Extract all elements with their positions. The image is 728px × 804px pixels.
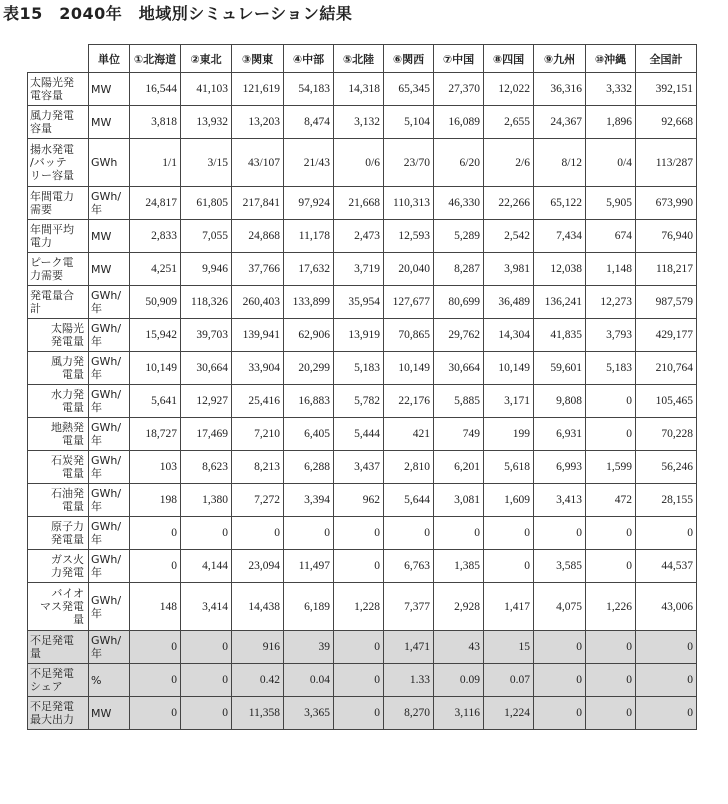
row-label: 年間電力 需要 — [28, 187, 89, 220]
value-cell: 0 — [534, 664, 586, 697]
value-cell: 8,474 — [284, 106, 334, 139]
value-cell: 136,241 — [534, 286, 586, 319]
value-cell: 6,931 — [534, 418, 586, 451]
value-cell: 0 — [334, 631, 384, 664]
value-cell: 16,883 — [284, 385, 334, 418]
row-label: ピーク電 力需要 — [28, 253, 89, 286]
simulation-table — [27, 44, 697, 730]
value-cell: 61,805 — [181, 187, 232, 220]
value-cell: 41,103 — [181, 73, 232, 106]
value-cell: 0 — [586, 418, 636, 451]
value-cell: 29,762 — [434, 319, 484, 352]
unit-cell: MW — [89, 220, 130, 253]
value-cell: 0 — [534, 517, 586, 550]
value-cell: 5,183 — [334, 352, 384, 385]
value-cell: 25,416 — [232, 385, 284, 418]
row-label: 不足発電 量 — [28, 631, 89, 664]
value-cell: 0 — [181, 631, 232, 664]
header-region: 全国計 — [636, 45, 697, 73]
unit-cell: GWh/ 年 — [89, 418, 130, 451]
header-region: ②東北 — [181, 45, 232, 73]
value-cell: 210,764 — [636, 352, 697, 385]
header-region: ⑦中国 — [434, 45, 484, 73]
value-cell: 113/287 — [636, 139, 697, 187]
unit-cell: GWh/ 年 — [89, 550, 130, 583]
unit-cell: GWh/ 年 — [89, 451, 130, 484]
value-cell: 0 — [284, 517, 334, 550]
unit-cell: MW — [89, 73, 130, 106]
value-cell: 2,833 — [130, 220, 181, 253]
value-cell: 7,434 — [534, 220, 586, 253]
header-region: ④中部 — [284, 45, 334, 73]
value-cell: 18,727 — [130, 418, 181, 451]
value-cell: 11,358 — [232, 697, 284, 730]
row-label: 不足発電 シェア — [28, 664, 89, 697]
table-row — [28, 385, 697, 418]
row-label: 水力発 電量 — [28, 385, 89, 418]
value-cell: 23/70 — [384, 139, 434, 187]
value-cell: 30,664 — [434, 352, 484, 385]
value-cell: 0 — [484, 517, 534, 550]
value-cell: 14,318 — [334, 73, 384, 106]
unit-cell: % — [89, 664, 130, 697]
value-cell: 0 — [181, 517, 232, 550]
value-cell: 15,942 — [130, 319, 181, 352]
value-cell: 392,151 — [636, 73, 697, 106]
value-cell: 0 — [334, 550, 384, 583]
table-row — [28, 319, 697, 352]
value-cell: 749 — [434, 418, 484, 451]
table-row — [28, 583, 697, 631]
unit-cell: GWh/ 年 — [89, 385, 130, 418]
value-cell: 5,444 — [334, 418, 384, 451]
value-cell: 0.07 — [484, 664, 534, 697]
value-cell: 0 — [334, 697, 384, 730]
value-cell: 7,055 — [181, 220, 232, 253]
value-cell: 39,703 — [181, 319, 232, 352]
value-cell: 24,367 — [534, 106, 586, 139]
value-cell: 121,619 — [232, 73, 284, 106]
value-cell: 21,668 — [334, 187, 384, 220]
unit-cell: GWh — [89, 139, 130, 187]
value-cell: 16,089 — [434, 106, 484, 139]
value-cell: 5,618 — [484, 451, 534, 484]
value-cell: 3,116 — [434, 697, 484, 730]
value-cell: 8,270 — [384, 697, 434, 730]
value-cell: 3,413 — [534, 484, 586, 517]
value-cell: 4,075 — [534, 583, 586, 631]
value-cell: 44,537 — [636, 550, 697, 583]
value-cell: 0 — [181, 697, 232, 730]
value-cell: 24,868 — [232, 220, 284, 253]
value-cell: 0 — [636, 664, 697, 697]
value-cell: 148 — [130, 583, 181, 631]
value-cell: 3,132 — [334, 106, 384, 139]
value-cell: 199 — [484, 418, 534, 451]
value-cell: 11,178 — [284, 220, 334, 253]
value-cell: 0/4 — [586, 139, 636, 187]
value-cell: 0 — [334, 664, 384, 697]
value-cell: 5,104 — [384, 106, 434, 139]
unit-cell: GWh/ 年 — [89, 319, 130, 352]
value-cell: 3,394 — [284, 484, 334, 517]
value-cell: 70,228 — [636, 418, 697, 451]
table-row — [28, 139, 697, 187]
value-cell: 0 — [484, 550, 534, 583]
table-row — [28, 352, 697, 385]
value-cell: 10,149 — [484, 352, 534, 385]
value-cell: 33,904 — [232, 352, 284, 385]
value-cell: 36,489 — [484, 286, 534, 319]
value-cell: 14,304 — [484, 319, 534, 352]
header-region: ⑧四国 — [484, 45, 534, 73]
value-cell: 6,201 — [434, 451, 484, 484]
value-cell: 15 — [484, 631, 534, 664]
value-cell: 6,288 — [284, 451, 334, 484]
value-cell: 0 — [586, 517, 636, 550]
header-region: ⑥関西 — [384, 45, 434, 73]
value-cell: 2,542 — [484, 220, 534, 253]
value-cell: 0 — [130, 664, 181, 697]
value-cell: 9,946 — [181, 253, 232, 286]
table-row — [28, 286, 697, 319]
unit-cell: MW — [89, 106, 130, 139]
value-cell: 674 — [586, 220, 636, 253]
value-cell: 0 — [434, 517, 484, 550]
row-label: 風力発 電量 — [28, 352, 89, 385]
value-cell: 5,905 — [586, 187, 636, 220]
table-row — [28, 664, 697, 697]
value-cell: 3,414 — [181, 583, 232, 631]
value-cell: 6,763 — [384, 550, 434, 583]
value-cell: 421 — [384, 418, 434, 451]
value-cell: 12,022 — [484, 73, 534, 106]
value-cell: 41,835 — [534, 319, 586, 352]
value-cell: 10,149 — [130, 352, 181, 385]
unit-cell: GWh/ 年 — [89, 631, 130, 664]
value-cell: 0/6 — [334, 139, 384, 187]
row-label: 石炭発 電量 — [28, 451, 89, 484]
row-label: バイオ マス発電 量 — [28, 583, 89, 631]
value-cell: 7,210 — [232, 418, 284, 451]
value-cell: 0 — [534, 697, 586, 730]
value-cell: 0 — [181, 664, 232, 697]
value-cell: 3/15 — [181, 139, 232, 187]
value-cell: 8,623 — [181, 451, 232, 484]
value-cell: 3,981 — [484, 253, 534, 286]
value-cell: 133,899 — [284, 286, 334, 319]
value-cell: 1,228 — [334, 583, 384, 631]
header-region: ⑤北陸 — [334, 45, 384, 73]
row-label: ガス火 力発電 — [28, 550, 89, 583]
value-cell: 8,287 — [434, 253, 484, 286]
value-cell: 8/12 — [534, 139, 586, 187]
value-cell: 4,251 — [130, 253, 181, 286]
value-cell: 1/1 — [130, 139, 181, 187]
value-cell: 429,177 — [636, 319, 697, 352]
value-cell: 35,954 — [334, 286, 384, 319]
value-cell: 56,246 — [636, 451, 697, 484]
header-unit: 単位 — [89, 45, 130, 73]
value-cell: 21/43 — [284, 139, 334, 187]
value-cell: 12,593 — [384, 220, 434, 253]
value-cell: 12,038 — [534, 253, 586, 286]
value-cell: 24,817 — [130, 187, 181, 220]
value-cell: 10,149 — [384, 352, 434, 385]
unit-cell: GWh/ 年 — [89, 286, 130, 319]
value-cell: 37,766 — [232, 253, 284, 286]
row-label: 揚水発電 /バッテ リー容量 — [28, 139, 89, 187]
header-region: ①北海道 — [130, 45, 181, 73]
value-cell: 0 — [636, 517, 697, 550]
value-cell: 1,380 — [181, 484, 232, 517]
value-cell: 0 — [130, 517, 181, 550]
value-cell: 0 — [586, 697, 636, 730]
value-cell: 916 — [232, 631, 284, 664]
header-region: ③関東 — [232, 45, 284, 73]
value-cell: 0 — [130, 631, 181, 664]
value-cell: 472 — [586, 484, 636, 517]
value-cell: 16,544 — [130, 73, 181, 106]
value-cell: 987,579 — [636, 286, 697, 319]
value-cell: 97,924 — [284, 187, 334, 220]
value-cell: 0 — [534, 631, 586, 664]
value-cell: 13,203 — [232, 106, 284, 139]
unit-cell: GWh/ 年 — [89, 352, 130, 385]
value-cell: 0 — [232, 517, 284, 550]
table-row — [28, 484, 697, 517]
value-cell: 30,664 — [181, 352, 232, 385]
value-cell: 0 — [586, 664, 636, 697]
value-cell: 3,585 — [534, 550, 586, 583]
value-cell: 0.04 — [284, 664, 334, 697]
value-cell: 198 — [130, 484, 181, 517]
row-label: 発電量合 計 — [28, 286, 89, 319]
value-cell: 13,919 — [334, 319, 384, 352]
unit-cell: GWh/ 年 — [89, 517, 130, 550]
value-cell: 5,289 — [434, 220, 484, 253]
value-cell: 20,040 — [384, 253, 434, 286]
value-cell: 1,385 — [434, 550, 484, 583]
value-cell: 5,641 — [130, 385, 181, 418]
value-cell: 76,940 — [636, 220, 697, 253]
value-cell: 3,793 — [586, 319, 636, 352]
header-row — [28, 45, 697, 73]
value-cell: 260,403 — [232, 286, 284, 319]
value-cell: 139,941 — [232, 319, 284, 352]
value-cell: 2,655 — [484, 106, 534, 139]
value-cell: 1,599 — [586, 451, 636, 484]
unit-cell: MW — [89, 697, 130, 730]
value-cell: 17,632 — [284, 253, 334, 286]
value-cell: 5,183 — [586, 352, 636, 385]
value-cell: 11,497 — [284, 550, 334, 583]
unit-cell: GWh/ 年 — [89, 187, 130, 220]
value-cell: 92,668 — [636, 106, 697, 139]
value-cell: 105,465 — [636, 385, 697, 418]
value-cell: 7,272 — [232, 484, 284, 517]
value-cell: 28,155 — [636, 484, 697, 517]
value-cell: 46,330 — [434, 187, 484, 220]
row-label: 原子力 発電量 — [28, 517, 89, 550]
value-cell: 9,808 — [534, 385, 586, 418]
value-cell: 3,332 — [586, 73, 636, 106]
unit-cell: GWh/ 年 — [89, 484, 130, 517]
value-cell: 118,326 — [181, 286, 232, 319]
table-row — [28, 220, 697, 253]
unit-cell: GWh/ 年 — [89, 583, 130, 631]
value-cell: 127,677 — [384, 286, 434, 319]
row-label: 不足発電 最大出力 — [28, 697, 89, 730]
value-cell: 2,928 — [434, 583, 484, 631]
value-cell: 80,699 — [434, 286, 484, 319]
value-cell: 110,313 — [384, 187, 434, 220]
value-cell: 12,273 — [586, 286, 636, 319]
header-region: ⑩沖縄 — [586, 45, 636, 73]
value-cell: 27,370 — [434, 73, 484, 106]
value-cell: 43 — [434, 631, 484, 664]
value-cell: 5,885 — [434, 385, 484, 418]
table-row — [28, 73, 697, 106]
value-cell: 43,006 — [636, 583, 697, 631]
value-cell: 3,171 — [484, 385, 534, 418]
value-cell: 962 — [334, 484, 384, 517]
value-cell: 1,417 — [484, 583, 534, 631]
value-cell: 0 — [586, 631, 636, 664]
value-cell: 0 — [586, 550, 636, 583]
value-cell: 118,217 — [636, 253, 697, 286]
value-cell: 1.33 — [384, 664, 434, 697]
row-label: 太陽光 発電量 — [28, 319, 89, 352]
value-cell: 6,189 — [284, 583, 334, 631]
value-cell: 6,993 — [534, 451, 586, 484]
value-cell: 7,377 — [384, 583, 434, 631]
value-cell: 217,841 — [232, 187, 284, 220]
value-cell: 2/6 — [484, 139, 534, 187]
row-label: 風力発電 容量 — [28, 106, 89, 139]
corner-cell — [28, 45, 89, 73]
page-title: 表15 2040年 地域別シミュレーション結果 — [3, 4, 353, 23]
value-cell: 3,719 — [334, 253, 384, 286]
value-cell: 0 — [636, 697, 697, 730]
value-cell: 0 — [636, 631, 697, 664]
value-cell: 2,473 — [334, 220, 384, 253]
row-label: 年間平均 電力 — [28, 220, 89, 253]
value-cell: 36,316 — [534, 73, 586, 106]
value-cell: 2,810 — [384, 451, 434, 484]
table-row — [28, 550, 697, 583]
value-cell: 43/107 — [232, 139, 284, 187]
value-cell: 3,365 — [284, 697, 334, 730]
value-cell: 62,906 — [284, 319, 334, 352]
value-cell: 0 — [130, 697, 181, 730]
row-label: 石油発 電量 — [28, 484, 89, 517]
table-row — [28, 106, 697, 139]
value-cell: 23,094 — [232, 550, 284, 583]
value-cell: 70,865 — [384, 319, 434, 352]
value-cell: 3,437 — [334, 451, 384, 484]
value-cell: 0 — [586, 385, 636, 418]
table-row — [28, 631, 697, 664]
value-cell: 5,782 — [334, 385, 384, 418]
value-cell: 20,299 — [284, 352, 334, 385]
value-cell: 17,469 — [181, 418, 232, 451]
value-cell: 3,818 — [130, 106, 181, 139]
value-cell: 8,213 — [232, 451, 284, 484]
header-region: ⑨九州 — [534, 45, 586, 73]
value-cell: 1,896 — [586, 106, 636, 139]
table-row — [28, 451, 697, 484]
value-cell: 0 — [384, 517, 434, 550]
value-cell: 12,927 — [181, 385, 232, 418]
value-cell: 1,471 — [384, 631, 434, 664]
value-cell: 14,438 — [232, 583, 284, 631]
value-cell: 65,345 — [384, 73, 434, 106]
value-cell: 59,601 — [534, 352, 586, 385]
table-row — [28, 517, 697, 550]
row-label: 太陽光発 電容量 — [28, 73, 89, 106]
row-label: 地熱発 電量 — [28, 418, 89, 451]
value-cell: 13,932 — [181, 106, 232, 139]
unit-cell: MW — [89, 253, 130, 286]
table-row — [28, 253, 697, 286]
value-cell: 4,144 — [181, 550, 232, 583]
table-row — [28, 697, 697, 730]
value-cell: 0 — [334, 517, 384, 550]
table-body — [28, 73, 697, 730]
value-cell: 0 — [130, 550, 181, 583]
value-cell: 1,224 — [484, 697, 534, 730]
value-cell: 0.09 — [434, 664, 484, 697]
value-cell: 54,183 — [284, 73, 334, 106]
table-row — [28, 187, 697, 220]
value-cell: 1,226 — [586, 583, 636, 631]
value-cell: 5,644 — [384, 484, 434, 517]
value-cell: 0.42 — [232, 664, 284, 697]
value-cell: 22,266 — [484, 187, 534, 220]
value-cell: 673,990 — [636, 187, 697, 220]
value-cell: 6,405 — [284, 418, 334, 451]
value-cell: 1,609 — [484, 484, 534, 517]
value-cell: 65,122 — [534, 187, 586, 220]
value-cell: 6/20 — [434, 139, 484, 187]
value-cell: 1,148 — [586, 253, 636, 286]
table-row — [28, 418, 697, 451]
value-cell: 39 — [284, 631, 334, 664]
value-cell: 22,176 — [384, 385, 434, 418]
value-cell: 50,909 — [130, 286, 181, 319]
value-cell: 103 — [130, 451, 181, 484]
value-cell: 3,081 — [434, 484, 484, 517]
